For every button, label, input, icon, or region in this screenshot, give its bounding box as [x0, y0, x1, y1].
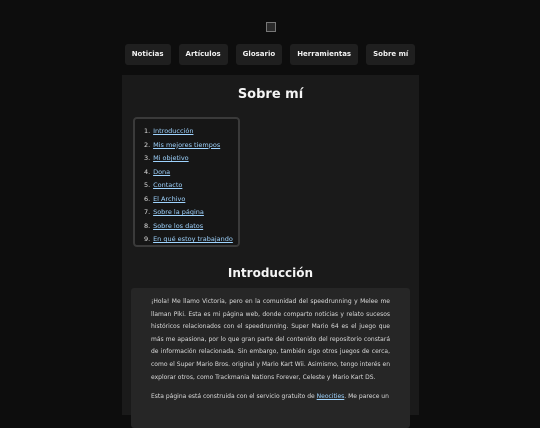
main-content — [122, 75, 419, 415]
toc-link-introduccion[interactable]: Introducción — [153, 127, 194, 135]
toc-number: 7. — [144, 208, 151, 216]
section-title-introduccion: Introducción — [227, 266, 314, 280]
toc-link-sobre-la-pagina[interactable]: Sobre la página — [153, 208, 204, 216]
toc-link-sobre-los-datos[interactable]: Sobre los datos — [153, 221, 204, 230]
toc-item — [135, 179, 238, 193]
toc-item — [135, 152, 238, 166]
intro-paragraph: ¡Hola! Me llamo Victoria, pero en la comunidad del speedrunning y Melee me llaman Piki. Esta es mi página web, donde comparto noticias y relato sucesos históricos relacionados con el speedrunning. Super Mario 64 es el juego que más me apasiona, por lo que gran parte del contenido del repositorio constará de información relacionada. Sin embargo, también sigo otros juegos de cerca, como el Super Mario Bros. original y Mario Kart Wii. Asimismo, tengo interés en explorar otros, como Trackmania Nations Forever, Celeste y Mario Kart DS. — [151, 298, 390, 381]
page-title: Sobre mí — [237, 87, 304, 102]
toc-number: 2. — [144, 140, 151, 149]
toc-link-archivo[interactable]: El Archivo — [153, 194, 186, 203]
nav-item-articulos[interactable]: Artículos — [179, 44, 228, 65]
nav-item-herramientas[interactable]: Herramientas — [290, 44, 358, 65]
toc-number: 4. — [144, 167, 151, 176]
toc-link-objetivo[interactable]: Mi objetivo — [153, 154, 189, 162]
toc-item — [135, 220, 238, 234]
toc-item — [135, 233, 238, 247]
toc-link-trabajando[interactable]: En qué estoy trabajando — [153, 235, 233, 243]
toc-link-dona[interactable]: Dona — [153, 167, 171, 176]
intro-paragraph-2-text: Esta página está construida con el servicio gratuito de — [151, 393, 317, 401]
toc-number: 1. — [144, 127, 151, 135]
toc-number: 9. — [144, 235, 151, 243]
nav-item-glosario[interactable]: Glosario — [236, 44, 283, 65]
toc-item — [135, 139, 238, 153]
broken-image-icon — [266, 22, 276, 32]
toc-item — [135, 193, 238, 207]
toc-number: 5. — [144, 181, 151, 189]
toc-number: 6. — [144, 194, 151, 203]
nav-item-noticias[interactable]: Noticias — [125, 44, 171, 65]
intro-text-box — [131, 288, 410, 428]
toc-number: 3. — [144, 154, 151, 162]
toc-item — [135, 125, 238, 139]
main-nav — [0, 44, 540, 65]
toc-link-contacto[interactable]: Contacto — [153, 181, 183, 189]
toc-link-mejores-tiempos[interactable]: Mis mejores tiempos — [153, 140, 221, 149]
nav-item-sobre-mi[interactable]: Sobre mí — [366, 44, 415, 65]
toc-item — [135, 206, 238, 220]
toc-item — [135, 166, 238, 180]
table-of-contents — [133, 117, 240, 247]
toc-number: 8. — [144, 221, 151, 230]
intro-paragraph-2-rest: . Me parece un — [344, 393, 389, 401]
neocities-link[interactable]: Neocities — [316, 393, 345, 401]
intro-paragraph-2 — [151, 391, 390, 404]
